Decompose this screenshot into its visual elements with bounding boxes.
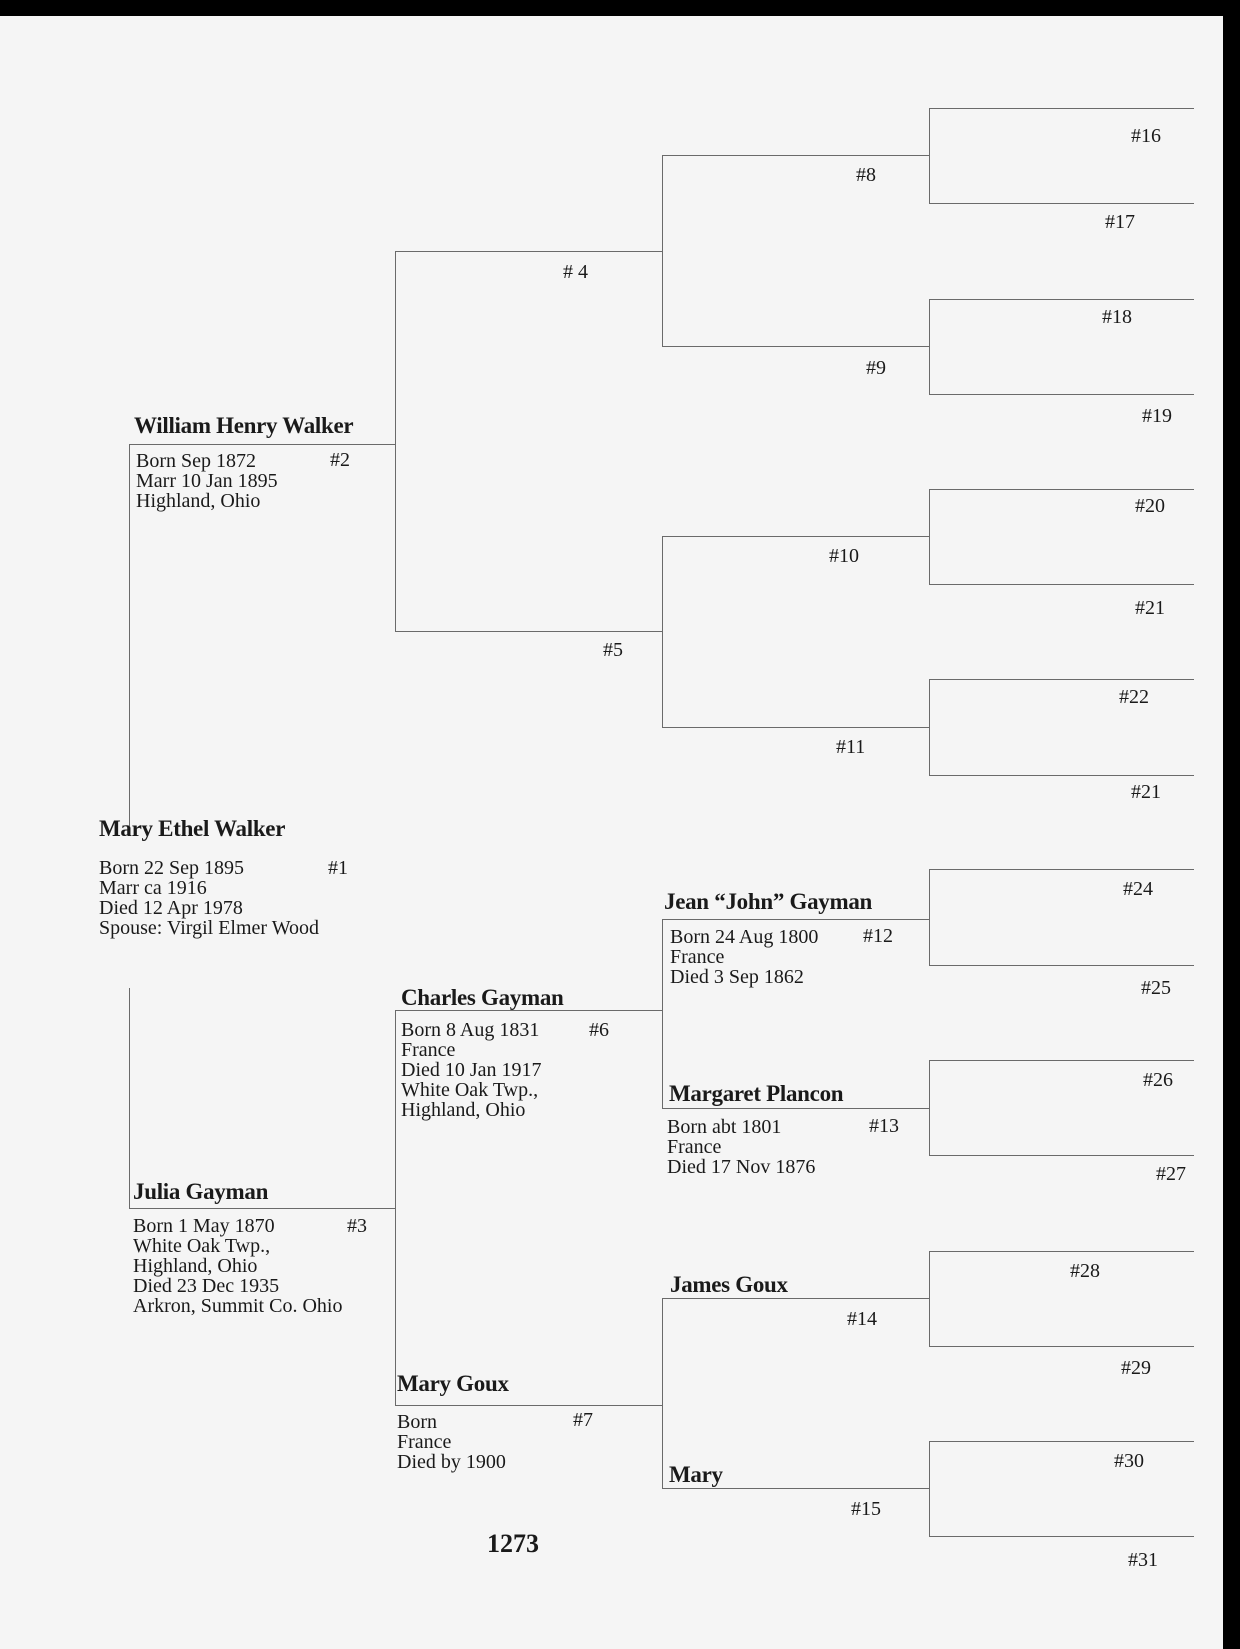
person-12-number: #12 bbox=[863, 925, 893, 947]
line-p8-branch bbox=[929, 108, 930, 203]
line-p27 bbox=[929, 1155, 1194, 1156]
line-p14 bbox=[662, 1298, 929, 1299]
line-p22 bbox=[929, 679, 1194, 680]
person-26-number: #26 bbox=[1143, 1069, 1173, 1091]
line-p6-branch bbox=[662, 919, 663, 1108]
line-p2 bbox=[129, 444, 395, 445]
person-7-born-place: France bbox=[397, 1431, 452, 1453]
person-6-name: Charles Gayman bbox=[401, 985, 564, 1010]
line-p30 bbox=[929, 1441, 1194, 1442]
line-p19 bbox=[929, 394, 1194, 395]
person-1-name: Mary Ethel Walker bbox=[99, 816, 286, 841]
line-p5-branch bbox=[662, 536, 663, 727]
person-27-number: #27 bbox=[1156, 1163, 1186, 1185]
person-17-number: #17 bbox=[1105, 211, 1135, 233]
person-29-number: #29 bbox=[1121, 1357, 1151, 1379]
line-p7-branch bbox=[662, 1298, 663, 1488]
person-24-number: #24 bbox=[1123, 878, 1153, 900]
line-p21 bbox=[929, 584, 1194, 585]
person-3-died: Died 23 Dec 1935 bbox=[133, 1275, 280, 1297]
person-3-name: Julia Gayman bbox=[133, 1179, 269, 1204]
person-13-number: #13 bbox=[869, 1115, 899, 1137]
person-6-died-place-1: White Oak Twp., bbox=[401, 1079, 539, 1101]
person-1-number: #1 bbox=[328, 857, 348, 879]
line-p8 bbox=[662, 155, 929, 156]
person-14-name: James Goux bbox=[670, 1272, 788, 1297]
line-p16 bbox=[929, 108, 1194, 109]
line-p13-branch bbox=[929, 1060, 930, 1155]
person-12-name: Jean “John” Gayman bbox=[664, 889, 873, 914]
person-14-number: #14 bbox=[847, 1308, 877, 1330]
line-p17 bbox=[929, 203, 1194, 204]
person-2-born: Born Sep 1872 bbox=[136, 450, 256, 472]
person-9-number: #9 bbox=[866, 357, 886, 379]
line-p18 bbox=[929, 299, 1194, 300]
person-7-number: #7 bbox=[573, 1409, 593, 1431]
person-13-died: Died 17 Nov 1876 bbox=[667, 1156, 816, 1178]
line-p3-branch bbox=[395, 1010, 396, 1405]
person-11-number: #11 bbox=[836, 736, 866, 758]
line-p1-to-p3 bbox=[129, 988, 130, 1208]
person-13-name: Margaret Plancon bbox=[669, 1081, 844, 1106]
line-p4-branch bbox=[662, 155, 663, 346]
person-3-born-place-1: White Oak Twp., bbox=[133, 1235, 271, 1257]
person-4-number: # 4 bbox=[563, 261, 588, 283]
person-6-born-place: France bbox=[401, 1039, 456, 1061]
person-5-number: #5 bbox=[603, 639, 623, 661]
line-p20 bbox=[929, 489, 1194, 490]
line-p25 bbox=[929, 965, 1194, 966]
person-3-born: Born 1 May 1870 bbox=[133, 1215, 275, 1237]
line-p24 bbox=[929, 869, 1194, 870]
line-p26 bbox=[929, 1060, 1194, 1061]
line-p11 bbox=[662, 727, 929, 728]
person-31-number: #31 bbox=[1128, 1549, 1158, 1571]
line-p23 bbox=[929, 775, 1194, 776]
line-p10 bbox=[662, 536, 929, 537]
person-7-name: Mary Goux bbox=[397, 1371, 509, 1396]
line-p15 bbox=[662, 1488, 929, 1489]
person-6-born: Born 8 Aug 1831 bbox=[401, 1019, 540, 1041]
person-2-name: William Henry Walker bbox=[134, 413, 354, 438]
pedigree-chart-page bbox=[0, 16, 1223, 1649]
person-6-died-place-2: Highland, Ohio bbox=[401, 1099, 526, 1121]
person-6-died: Died 10 Jan 1917 bbox=[401, 1059, 542, 1081]
person-30-number: #30 bbox=[1114, 1450, 1144, 1472]
person-10-number: #10 bbox=[829, 545, 859, 567]
person-12-born: Born 24 Aug 1800 bbox=[670, 926, 819, 948]
person-15-name: Mary bbox=[669, 1462, 723, 1487]
person-13-born-place: France bbox=[667, 1136, 722, 1158]
person-13-born: Born abt 1801 bbox=[667, 1116, 782, 1138]
person-6-number: #6 bbox=[589, 1019, 609, 1041]
person-20-number: #20 bbox=[1135, 495, 1165, 517]
scan-border-top bbox=[0, 0, 1240, 16]
line-p15-branch bbox=[929, 1441, 930, 1536]
person-16-number: #16 bbox=[1131, 125, 1161, 147]
person-15-number: #15 bbox=[851, 1498, 881, 1520]
line-p12-branch bbox=[929, 869, 930, 965]
person-3-died-place: Arkron, Summit Co. Ohio bbox=[133, 1295, 343, 1317]
person-19-number: #19 bbox=[1142, 405, 1172, 427]
page-number: 1273 bbox=[487, 1529, 539, 1558]
line-p3 bbox=[129, 1208, 395, 1209]
line-p2-branch bbox=[395, 251, 396, 631]
line-p5 bbox=[395, 631, 662, 632]
person-22-number: #22 bbox=[1119, 686, 1149, 708]
scan-border-right bbox=[1223, 0, 1240, 1649]
line-p4 bbox=[395, 251, 662, 252]
person-2-number: #2 bbox=[330, 449, 350, 471]
line-p11-branch bbox=[929, 679, 930, 775]
line-p10-branch bbox=[929, 489, 930, 584]
line-p9-branch bbox=[929, 299, 930, 394]
person-1-married: Marr ca 1916 bbox=[99, 877, 207, 899]
person-1-born: Born 22 Sep 1895 bbox=[99, 857, 244, 879]
person-3-born-place-2: Highland, Ohio bbox=[133, 1255, 258, 1277]
line-p9 bbox=[662, 346, 929, 347]
person-21-number: #21 bbox=[1135, 597, 1165, 619]
person-2-place: Highland, Ohio bbox=[136, 490, 261, 512]
person-25-number: #25 bbox=[1141, 977, 1171, 999]
person-3-number: #3 bbox=[347, 1215, 367, 1237]
person-12-died: Died 3 Sep 1862 bbox=[670, 966, 804, 988]
line-p7 bbox=[395, 1405, 662, 1406]
person-7-born: Born bbox=[397, 1411, 437, 1433]
line-p31 bbox=[929, 1536, 1194, 1537]
person-12-born-place: France bbox=[670, 946, 725, 968]
line-p13 bbox=[662, 1108, 929, 1109]
person-7-died: Died by 1900 bbox=[397, 1451, 506, 1473]
person-28-number: #28 bbox=[1070, 1260, 1100, 1282]
line-p14-branch bbox=[929, 1251, 930, 1346]
line-p1-to-p2 bbox=[129, 444, 130, 826]
line-p28 bbox=[929, 1251, 1194, 1252]
person-1-spouse: Spouse: Virgil Elmer Wood bbox=[99, 917, 319, 939]
person-23-number: #21 bbox=[1131, 781, 1161, 803]
line-p29 bbox=[929, 1346, 1194, 1347]
person-1-died: Died 12 Apr 1978 bbox=[99, 897, 243, 919]
line-p12 bbox=[662, 919, 929, 920]
person-18-number: #18 bbox=[1102, 306, 1132, 328]
person-8-number: #8 bbox=[856, 164, 876, 186]
person-2-married: Marr 10 Jan 1895 bbox=[136, 470, 278, 492]
